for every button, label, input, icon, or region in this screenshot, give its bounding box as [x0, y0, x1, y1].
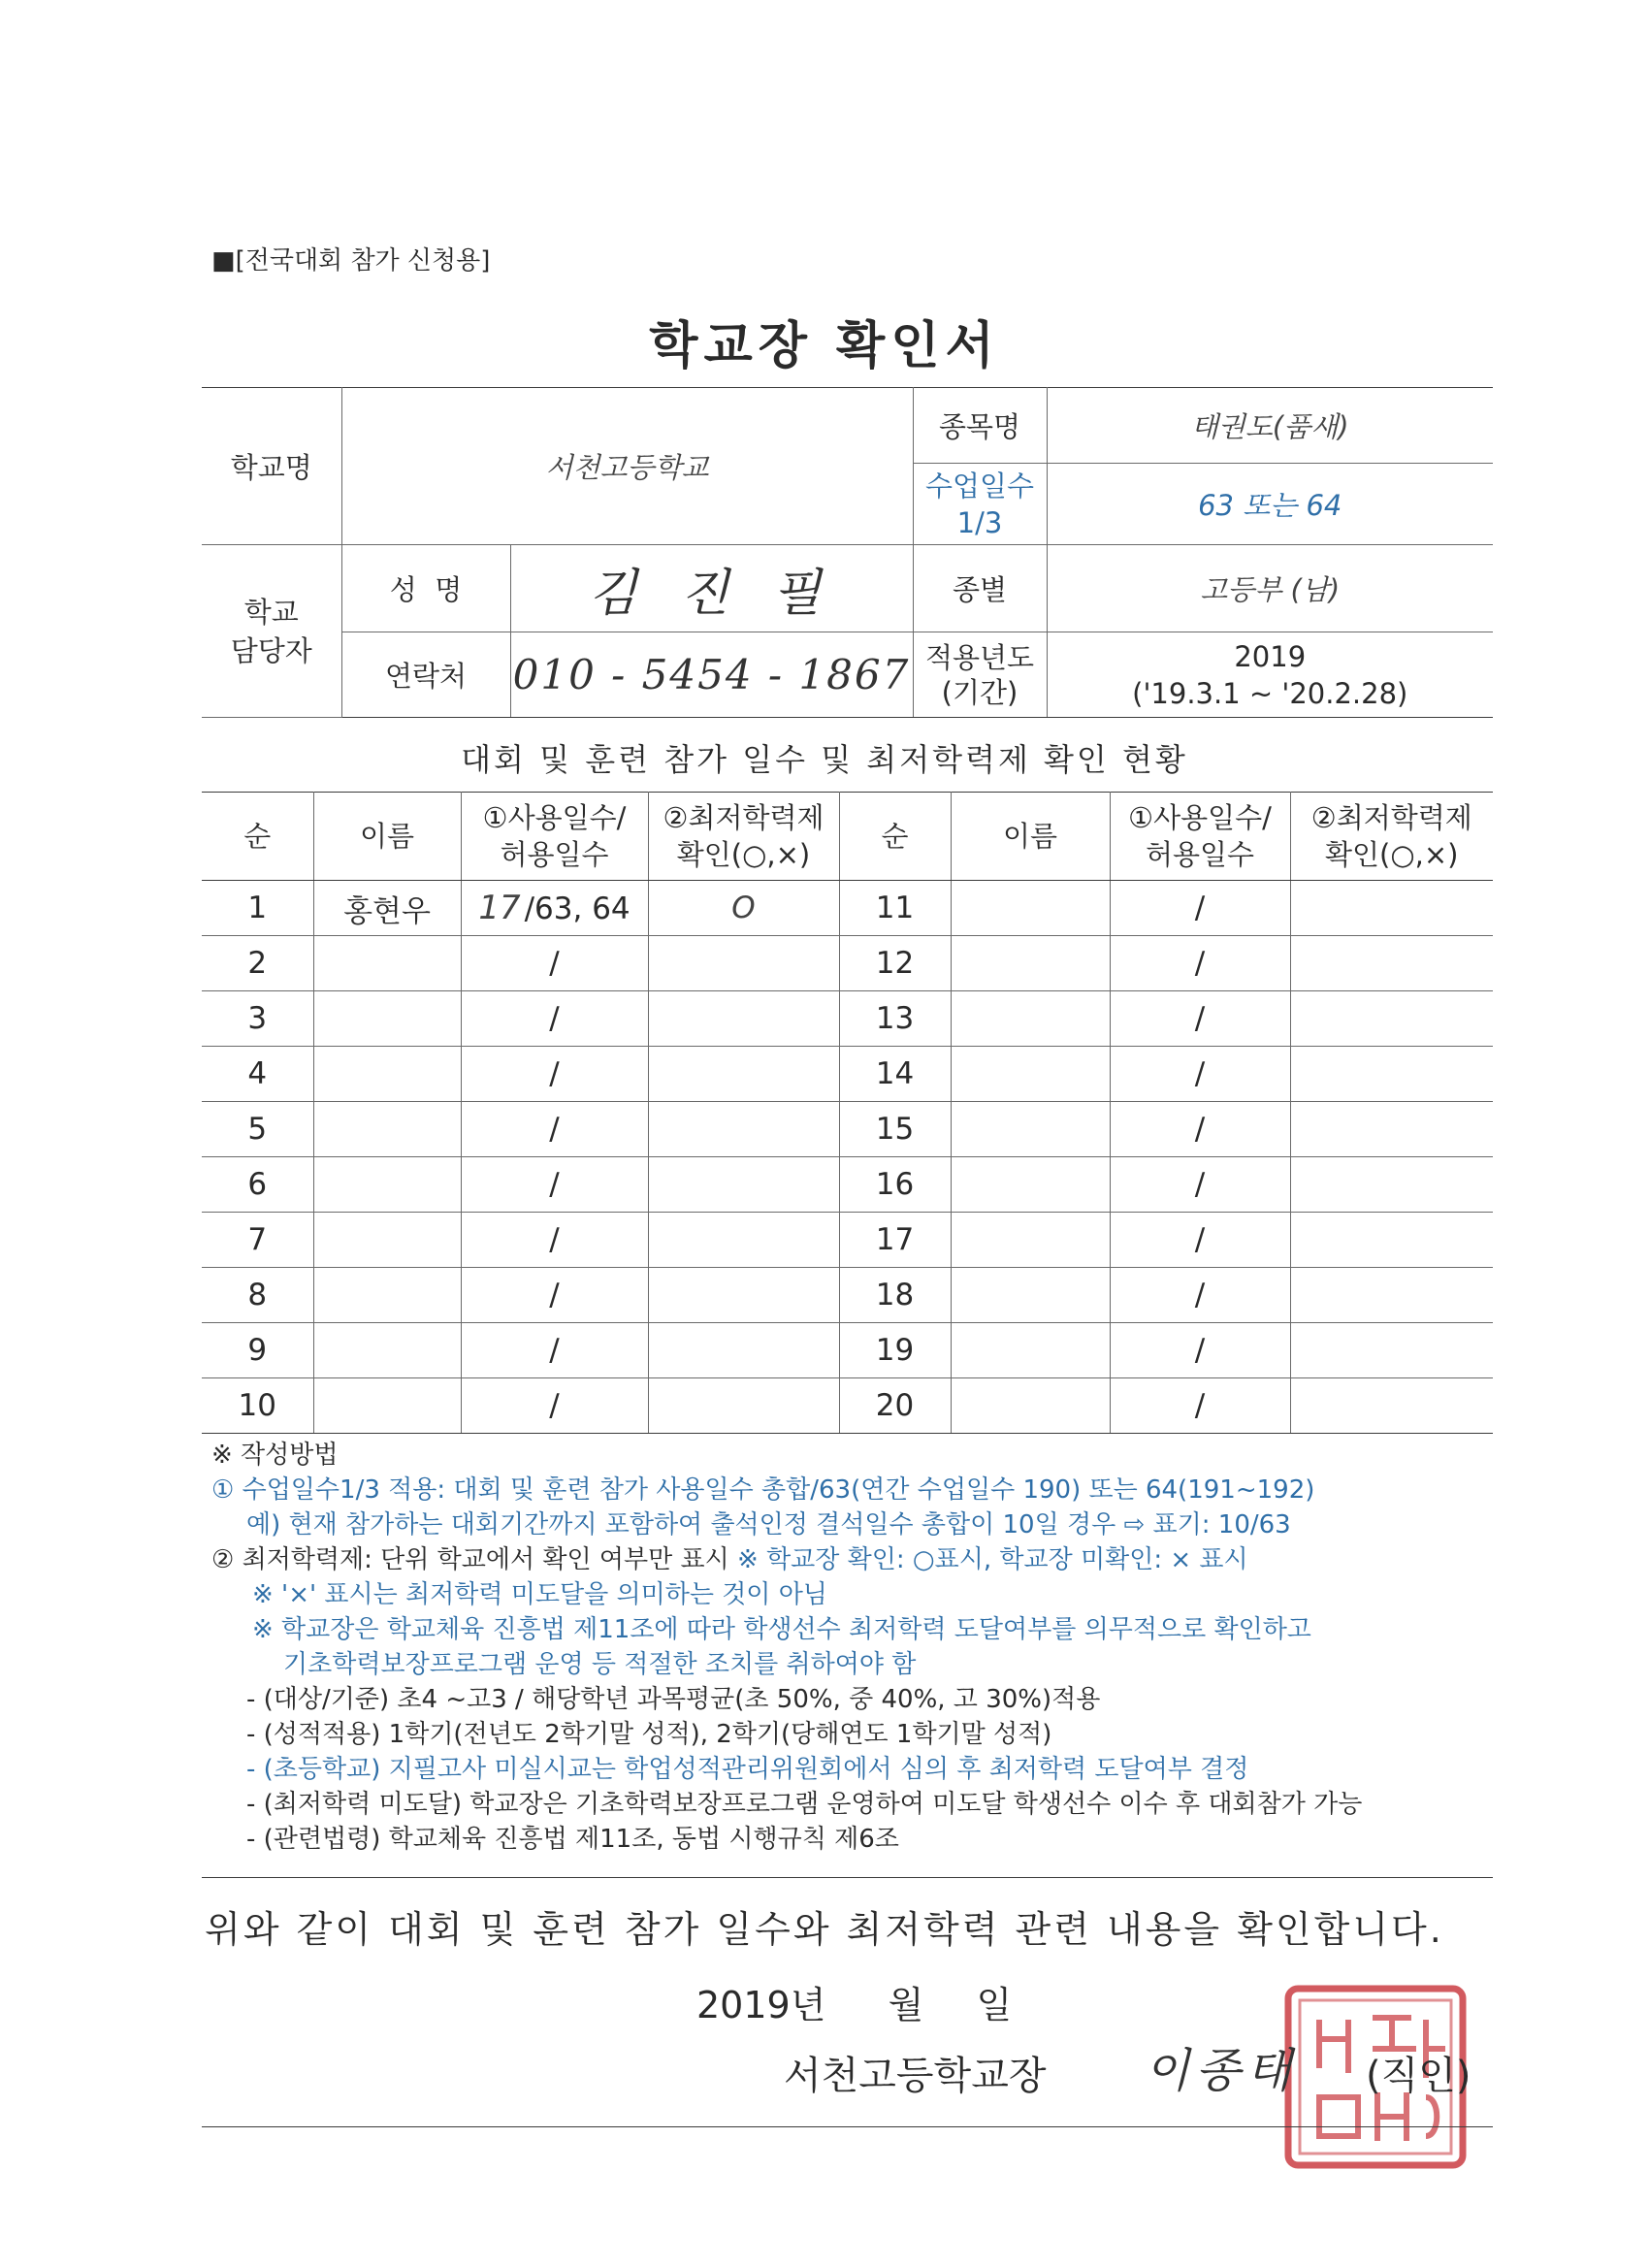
table-row — [202, 936, 1493, 991]
detail-target: - (대상/기준) 초4 ~고3 / 해당학년 과목평균(초 50%, 중 40%, 고 30%)적용 — [246, 1685, 1101, 1714]
used-days-handwritten: 17 — [478, 889, 521, 927]
row-check-left — [648, 1047, 839, 1102]
row-days-left — [461, 881, 648, 936]
row-name-left — [313, 1157, 461, 1213]
header-check-line2: 확인(○,×) — [676, 838, 811, 871]
note-1-example: 예) 현재 참가하는 대회기간까지 포함하여 출석인정 결석일수 총합이 10일 경우 ⇨ 표기: 10/63 — [246, 1510, 1291, 1539]
table-row — [202, 1378, 1493, 1434]
row-name-left — [313, 1102, 461, 1157]
note-2 — [211, 1542, 1502, 1577]
table-row — [202, 1268, 1493, 1323]
row-check-right — [1290, 1323, 1493, 1378]
name-label: 성 명 — [341, 545, 510, 632]
row-name-right — [951, 991, 1110, 1047]
table-row — [202, 1323, 1493, 1378]
applied-period: ('19.3.1 ~ '20.2.28) — [1132, 676, 1408, 710]
confirmation-statement: 위와 같이 대회 및 훈련 참가 일수와 최저학력 관련 내용을 확인합니다. — [205, 1908, 1444, 1951]
header-check-left — [648, 793, 839, 881]
table-row — [202, 1157, 1493, 1213]
header-days-line2: 허용일수 — [500, 838, 609, 871]
row-name-left — [313, 936, 461, 991]
detail-not-met: - (최저학력 미도달) 학교장은 기초학력보장프로그램 운영하여 미도달 학생선수 이수 후 대회참가 가능 — [246, 1790, 1363, 1819]
row-name-left — [313, 1268, 461, 1323]
row-check-left — [648, 1378, 839, 1434]
row-no-left: 9 — [202, 1323, 313, 1378]
document-title: 학교장 확인서 — [649, 317, 1000, 375]
header-check-right — [1290, 793, 1493, 881]
note-2-sub-2-cont: 기초학력보장프로그램 운영 등 적절한 조치를 취하여야 함 — [283, 1650, 917, 1679]
detail-grades: - (성적적용) 1학기(전년도 2학기말 성적), 2학기(당해연도 1학기말 성적) — [246, 1720, 1052, 1749]
row-name-right — [951, 1378, 1110, 1434]
row-no-right: 11 — [839, 881, 951, 936]
row-name-right — [951, 1102, 1110, 1157]
row-days-left: / — [461, 1323, 648, 1378]
school-name-value: 서천고등학교 — [341, 388, 913, 545]
row-days-right: / — [1110, 1102, 1290, 1157]
row-name-right — [951, 1047, 1110, 1102]
header-days-right — [1110, 793, 1290, 881]
note-2-sub-1: ※ '×' 표시는 최저학력 미도달을 의미하는 것이 아님 — [252, 1580, 827, 1609]
divider-top — [202, 1877, 1493, 1878]
row-days-right: / — [1110, 1213, 1290, 1268]
manager-label-line2: 담당자 — [230, 633, 312, 667]
row-no-left: 1 — [202, 881, 313, 936]
row-name-right — [951, 881, 1110, 936]
row-days-left: / — [461, 1157, 648, 1213]
row-check-right — [1290, 1378, 1493, 1434]
row-no-left: 8 — [202, 1268, 313, 1323]
row-check-right — [1290, 1102, 1493, 1157]
signing-date — [696, 1975, 1012, 2028]
row-no-right: 19 — [839, 1323, 951, 1378]
row-check-left — [648, 936, 839, 991]
row-days-right: / — [1110, 1323, 1290, 1378]
row-no-left: 2 — [202, 936, 313, 991]
school-days-label-line2: 1/3 — [956, 505, 1003, 539]
row-name-right — [951, 1157, 1110, 1213]
row-no-left: 4 — [202, 1047, 313, 1102]
school-days-label-line1: 수업일수 — [924, 469, 1035, 502]
row-name-left — [313, 991, 461, 1047]
table-body — [202, 881, 1493, 1434]
row-name-left — [313, 1047, 461, 1102]
header-days-line2: 허용일수 — [1145, 838, 1255, 871]
divider-bottom — [202, 2126, 1493, 2127]
header-days-line1: ①사용일수/ — [482, 801, 627, 834]
row-days-right: / — [1110, 936, 1290, 991]
row-no-right: 20 — [839, 1378, 951, 1434]
row-check-left: O — [648, 881, 839, 936]
row-no-right: 13 — [839, 991, 951, 1047]
row-name-right — [951, 1268, 1110, 1323]
table-header-row — [202, 793, 1493, 881]
division-value: 고등부 (남) — [1047, 545, 1493, 632]
row-check-left — [648, 1213, 839, 1268]
row-check-left — [648, 991, 839, 1047]
header-check-line1: ②최저학력제 — [1310, 801, 1472, 834]
row-name-left — [313, 1323, 461, 1378]
note-1: ① 수업일수1/3 적용: 대회 및 훈련 참가 사용일수 총합/63(연간 수업일수 190) 또는 64(191~192) — [211, 1475, 1315, 1505]
table-row — [202, 1102, 1493, 1157]
participation-status-table — [202, 792, 1493, 1434]
row-check-right — [1290, 991, 1493, 1047]
row-check-right — [1290, 881, 1493, 936]
division-label: 종별 — [913, 545, 1047, 632]
row-name-left: 홍현우 — [313, 881, 461, 936]
row-days-left: / — [461, 991, 648, 1047]
row-check-left — [648, 1323, 839, 1378]
manager-name-handwritten: 김 진 필 — [510, 545, 913, 632]
row-no-right: 16 — [839, 1157, 951, 1213]
row-days-right: / — [1110, 991, 1290, 1047]
row-days-left: / — [461, 1378, 648, 1434]
school-info-table — [202, 387, 1493, 718]
row-name-right — [951, 1323, 1110, 1378]
row-no-left: 5 — [202, 1102, 313, 1157]
contact-value-handwritten: 010 - 5454 - 1867 — [510, 632, 913, 718]
row-days-left: / — [461, 936, 648, 991]
school-days-value: 63 또는 64 — [1047, 464, 1493, 545]
status-section-title: 대회 및 훈련 참가 일수 및 최저학력제 확인 현황 — [461, 741, 1188, 778]
applied-year-label — [913, 632, 1047, 718]
row-name-left — [313, 1378, 461, 1434]
contact-label: 연락처 — [341, 632, 510, 718]
table-row — [202, 991, 1493, 1047]
row-no-left: 10 — [202, 1378, 313, 1434]
header-check-line1: ②최저학력제 — [663, 801, 824, 834]
row-days-left: / — [461, 1268, 648, 1323]
detail-law: - (관련법령) 학교체육 진흥법 제11조, 동법 시행규칙 제6조 — [246, 1825, 899, 1854]
row-no-right: 15 — [839, 1102, 951, 1157]
row-check-right — [1290, 1213, 1493, 1268]
header-check-line2: 확인(○,×) — [1325, 838, 1459, 871]
row-check-right — [1290, 936, 1493, 991]
seal-label: (직인) — [1366, 2054, 1471, 2098]
header-days-left — [461, 793, 648, 881]
school-name-label: 학교명 — [202, 388, 341, 545]
row-no-right: 17 — [839, 1213, 951, 1268]
date-year: 2019년 — [696, 1984, 826, 2026]
row-no-right: 18 — [839, 1268, 951, 1323]
row-days-left: / — [461, 1102, 648, 1157]
date-month: 월 — [888, 1984, 924, 2026]
header-days-line1: ①사용일수/ — [1128, 801, 1272, 834]
note-2-sub-2: ※ 학교장은 학교체육 진흥법 제11조에 따라 학생선수 최저학력 도달여부를 의무적으로 확인하고 — [252, 1615, 1311, 1644]
header-no-right: 순 — [839, 793, 951, 881]
applied-year: 2019 — [1234, 639, 1307, 673]
row-days-right: / — [1110, 1378, 1290, 1434]
date-day: 일 — [976, 1984, 1013, 2026]
row-check-left — [648, 1102, 839, 1157]
row-check-right — [1290, 1047, 1493, 1102]
event-value: 태권도(품새) — [1047, 388, 1493, 464]
row-days-right: / — [1110, 1047, 1290, 1102]
row-no-left: 6 — [202, 1157, 313, 1213]
header-name-right: 이름 — [951, 793, 1110, 881]
allowed-days: /63, 64 — [524, 891, 630, 926]
row-name-right — [951, 936, 1110, 991]
header-no-left: 순 — [202, 793, 313, 881]
row-days-right: / — [1110, 1268, 1290, 1323]
detail-elementary: - (초등학교) 지필고사 미실시교는 학업성적관리위원회에서 심의 후 최저학력 도달여부 결정 — [246, 1755, 1249, 1784]
writing-instructions — [211, 1438, 1502, 1857]
row-days-left: / — [461, 1047, 648, 1102]
row-name-left — [313, 1213, 461, 1268]
row-days-right: / — [1110, 1157, 1290, 1213]
row-no-right: 14 — [839, 1047, 951, 1102]
table-row — [202, 1213, 1493, 1268]
principal-signature: 이종태 — [1145, 2044, 1298, 2098]
manager-label — [202, 545, 341, 718]
row-check-left — [648, 1157, 839, 1213]
note-2-legend: ※ 학교장 확인: ○표시, 학교장 미확인: × 표시 — [737, 1545, 1248, 1574]
row-no-left: 7 — [202, 1213, 313, 1268]
table-row — [202, 881, 1493, 936]
form-category: ■[전국대회 참가 신청용] — [211, 246, 491, 275]
row-no-right: 12 — [839, 936, 951, 991]
applied-year-label-line2: (기간) — [941, 675, 1018, 709]
table-row — [202, 1047, 1493, 1102]
school-days-label — [913, 464, 1047, 545]
row-days-right: / — [1110, 881, 1290, 936]
row-days-left: / — [461, 1213, 648, 1268]
applied-year-label-line1: 적용년도 — [924, 640, 1035, 674]
manager-label-line1: 학교 — [243, 595, 299, 629]
applied-year-value — [1047, 632, 1493, 718]
row-check-left — [648, 1268, 839, 1323]
event-label: 종목명 — [913, 388, 1047, 464]
principal-title: 서천고등학교장 — [784, 2054, 1047, 2098]
row-check-right — [1290, 1157, 1493, 1213]
notes-heading: ※ 작성방법 — [211, 1441, 339, 1470]
header-name-left: 이름 — [313, 793, 461, 881]
row-check-right — [1290, 1268, 1493, 1323]
note-2-text: ② 최저학력제: 단위 학교에서 확인 여부만 표시 — [211, 1545, 729, 1574]
row-no-left: 3 — [202, 991, 313, 1047]
row-name-right — [951, 1213, 1110, 1268]
